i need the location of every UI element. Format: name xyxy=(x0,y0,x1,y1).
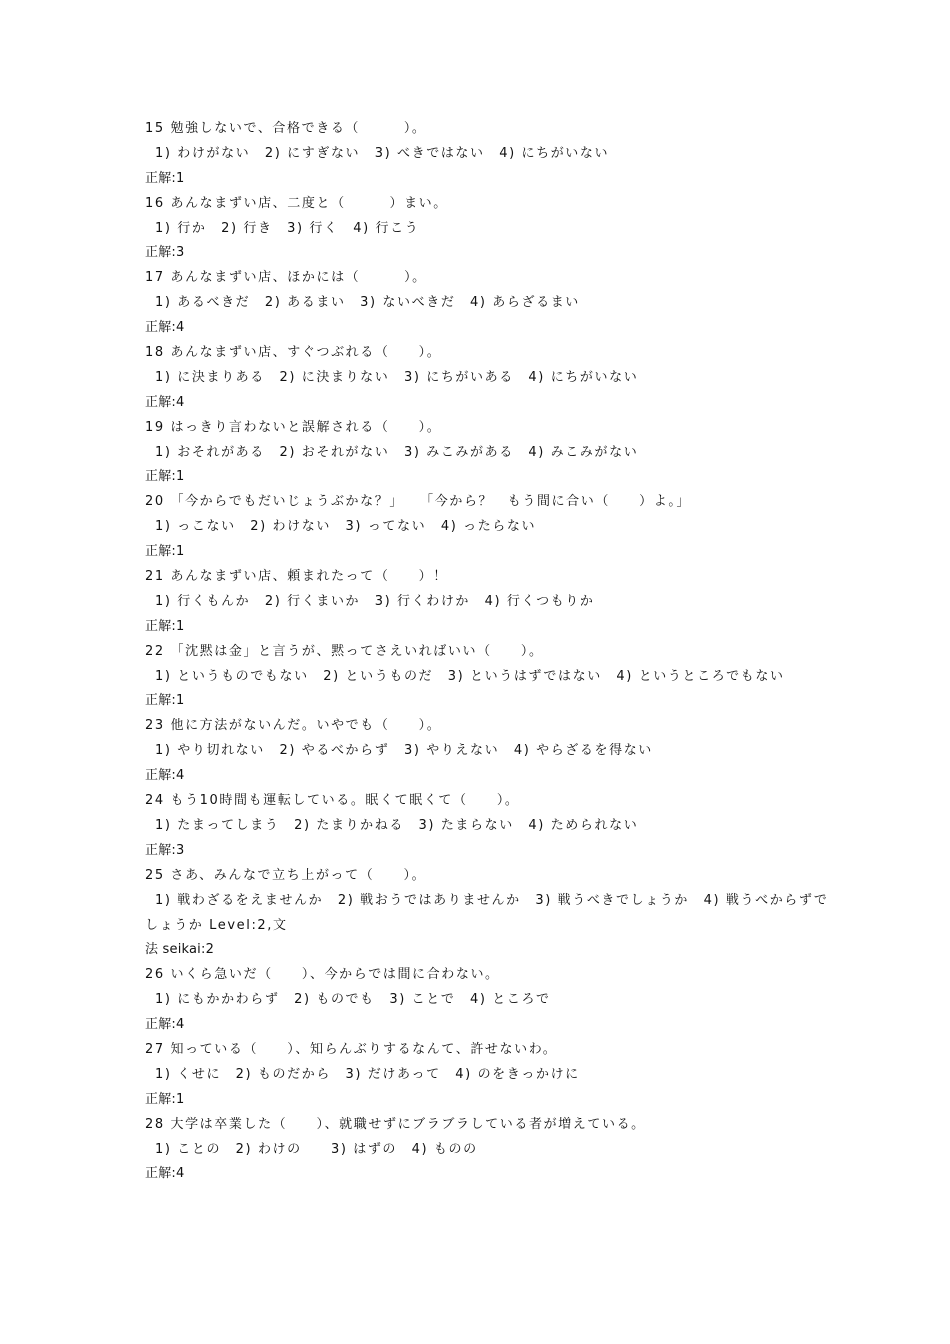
answer-26: 正解:4 xyxy=(145,1017,185,1033)
answer-24: 正解:3 xyxy=(145,842,185,858)
options-25: 1) 戦わざるをえませんか 2) 戦おうではありませんか 3) 戦うべきでしょうか 4) 戦うべからずで xyxy=(155,892,829,908)
answer-27: 正解:1 xyxy=(145,1091,185,1107)
question-15: 15 勉強しないで、合格できる（ ）。 xyxy=(145,121,427,136)
question-26: 26 いくら急いだ（ ）、今からでは間に合わない。 xyxy=(145,967,500,983)
answer-25: 法 seikai:2 xyxy=(145,942,215,958)
question-22: 22 「沈黙は金」と言うが、黙ってさえいればいい（ ）。 xyxy=(145,643,544,659)
answer-17: 正解:4 xyxy=(145,320,185,336)
options-28: 1) ことの 2) わけの 3) はずの 4) ものの xyxy=(155,1141,478,1157)
question-27: 27 知っている（ ）、知らんぶりするなんて、許せないわ。 xyxy=(145,1041,558,1057)
question-25: 25 さあ、みんなで立ち上がって（ ）。 xyxy=(145,867,427,883)
answer-20: 正解:1 xyxy=(145,544,185,560)
answer-23: 正解:4 xyxy=(145,768,185,784)
document-body xyxy=(145,117,829,1187)
options-20: 1) っこない 2) わけない 3) ってない 4) ったらない xyxy=(155,519,537,535)
question-21: 21 あんなまずい店、頼まれたって（ ）！ xyxy=(145,569,448,585)
options-23: 1) やり切れない 2) やるべからず 3) やりえない 4) やらざるを得ない xyxy=(155,743,653,759)
answer-15: 正解:1 xyxy=(145,170,185,186)
options-15: 1) わけがない 2) にすぎない 3) べきではない 4) にちがいない xyxy=(155,145,610,161)
question-17: 17 あんなまずい店、ほかには（ ）。 xyxy=(145,270,427,286)
options-26: 1) にもかかわらず 2) ものでも 3) ことで 4) ところで xyxy=(155,992,551,1008)
question-18: 18 あんなまずい店、すぐつぶれる（ ）。 xyxy=(145,345,442,361)
options-27: 1) くせに 2) ものだから 3) だけあって 4) のをきっかけに xyxy=(155,1066,580,1082)
options-16: 1) 行か 2) 行き 3) 行く 4) 行こう xyxy=(155,220,420,236)
question-24: 24 もう10時間も運転している。眠くて眠くて（ ）。 xyxy=(145,793,520,809)
question-19: 19 はっきり言わないと誤解される（ ）。 xyxy=(145,419,442,435)
options-19: 1) おそれがある 2) おそれがない 3) みこみがある 4) みこみがない xyxy=(155,444,639,460)
question-20: 20 「今からでもだいじょうぶかな？」 「今から？ もう間に合い（ ）よ。」 xyxy=(145,494,692,510)
answer-18: 正解:4 xyxy=(145,394,185,410)
question-28: 28 大学は卒業した（ ）、就職せずにブラブラしている者が増えている。 xyxy=(145,1116,646,1132)
options-21: 1) 行くもんか 2) 行くまいか 3) 行くわけか 4) 行くつもりか xyxy=(155,593,595,609)
options-18: 1) に決まりある 2) に決まりない 3) にちがいある 4) にちがいない xyxy=(155,369,639,385)
answer-28: 正解:4 xyxy=(145,1166,185,1182)
answer-22: 正解:1 xyxy=(145,693,185,709)
question-23: 23 他に方法がないんだ。いやでも（ ）。 xyxy=(145,718,442,734)
answer-21: 正解:1 xyxy=(145,618,185,634)
answer-16: 正解:3 xyxy=(145,245,185,261)
options-25-continued: しょうか Level:2,文 xyxy=(145,917,288,933)
question-16: 16 あんなまずい店、二度と（ ）まい。 xyxy=(145,195,448,211)
options-24: 1) たまってしまう 2) たまりかねる 3) たまらない 4) ためられない xyxy=(155,817,639,833)
options-17: 1) あるべきだ 2) あるまい 3) ないべきだ 4) あらざるまい xyxy=(155,295,580,311)
options-22: 1) というものでもない 2) というものだ 3) というはずではない 4) というところでもない xyxy=(155,668,785,684)
answer-19: 正解:1 xyxy=(145,469,185,485)
